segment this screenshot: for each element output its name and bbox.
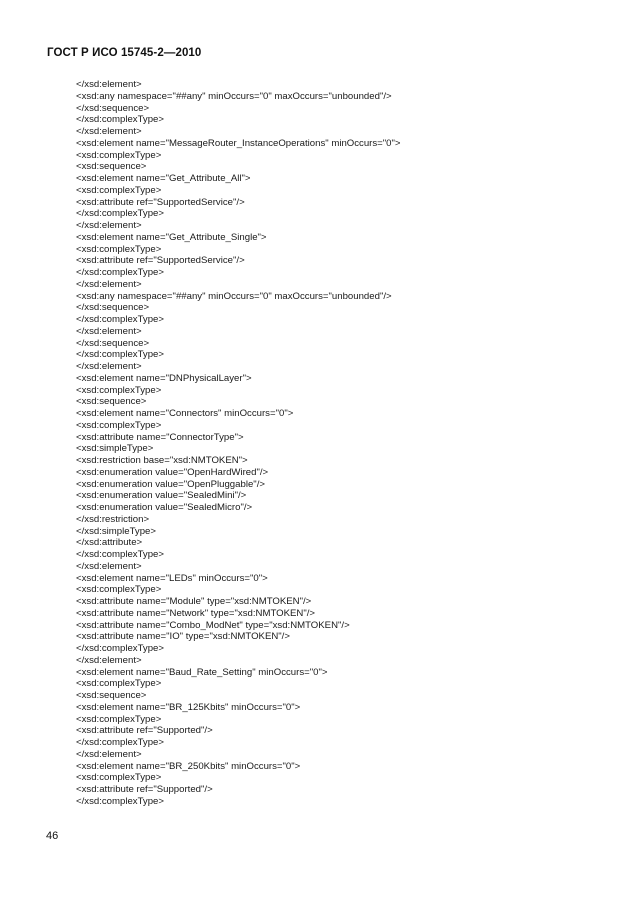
code-line: </xsd:complexType> bbox=[76, 737, 164, 748]
code-line: </xsd:sequence> bbox=[76, 302, 150, 314]
code-line: <xsd:complexType> bbox=[76, 384, 162, 396]
code-line: <xsd:simpleType> bbox=[76, 443, 154, 455]
code-line: </xsd:element> bbox=[76, 220, 142, 231]
code-line: </xsd:attribute> bbox=[76, 537, 143, 549]
code-line: <xsd:complexType> bbox=[76, 419, 162, 431]
code-line: <xsd:attribute name="Combo_ModNet" type="xsd:NMTOKEN"/> bbox=[76, 619, 350, 631]
code-line: <xsd:element name="Get_Attribute_All"> bbox=[76, 173, 251, 184]
code-line: </xsd:complexType> bbox=[76, 549, 164, 560]
code-line: <xsd:enumeration value="OpenPluggable"/> bbox=[76, 478, 265, 490]
code-line: <xsd:attribute name="Module" type="xsd:NMTOKEN"/> bbox=[76, 596, 312, 607]
code-line: </xsd:element> bbox=[76, 278, 142, 290]
code-line: <xsd:sequence> bbox=[76, 396, 147, 408]
code-line: <xsd:attribute name="IO" type="xsd:NMTOKEN"/> bbox=[76, 631, 290, 643]
code-line: <xsd:complexType> bbox=[76, 772, 162, 784]
code-line: <xsd:any namespace="##any" minOccurs="0" maxOccurs="unbounded"/> bbox=[76, 290, 392, 302]
code-line: <xsd:attribute name="ConnectorType"> bbox=[76, 431, 244, 443]
code-line: </xsd:complexType> bbox=[76, 267, 164, 278]
code-line: <xsd:complexType> bbox=[76, 149, 162, 161]
code-line: <xsd:element name="LEDs" minOccurs="0"> bbox=[76, 572, 268, 584]
code-line: </xsd:sequence> bbox=[76, 337, 150, 349]
code-line: </xsd:element> bbox=[76, 79, 142, 90]
code-line: </xsd:element> bbox=[76, 325, 142, 337]
code-line: <xsd:complexType> bbox=[76, 243, 162, 255]
code-line: <xsd:complexType> bbox=[76, 584, 162, 596]
code-line: </xsd:element> bbox=[76, 560, 142, 572]
code-line: </xsd:complexType> bbox=[76, 349, 164, 361]
code-line: <xsd:any namespace="##any" minOccurs="0" maxOccurs="unbounded"/> bbox=[76, 90, 392, 102]
code-line: <xsd:enumeration value="SealedMini"/> bbox=[76, 490, 247, 502]
document-header: ГОСТ Р ИСО 15745-2—2010 bbox=[47, 47, 202, 59]
code-line: <xsd:element name="Get_Attribute_Single"> bbox=[76, 231, 267, 243]
code-line: <xsd:attribute ref="SupportedService"/> bbox=[76, 196, 245, 208]
code-line: <xsd:attribute ref="Supported"/> bbox=[76, 784, 213, 795]
code-line: </xsd:complexType> bbox=[76, 208, 164, 220]
code-line: </xsd:restriction> bbox=[76, 513, 150, 525]
code-line: <xsd:element name="MessageRouter_InstanceOperations" minOccurs="0"> bbox=[76, 137, 401, 149]
code-line: </xsd:complexType> bbox=[76, 114, 164, 126]
code-line: </xsd:complexType> bbox=[76, 795, 164, 807]
code-line: <xsd:complexType> bbox=[76, 184, 162, 196]
code-line: <xsd:complexType> bbox=[76, 678, 162, 690]
code-line: </xsd:element> bbox=[76, 654, 142, 666]
code-line: <xsd:enumeration value="SealedMicro"/> bbox=[76, 502, 253, 513]
code-line: </xsd:element> bbox=[76, 748, 142, 760]
code-line: <xsd:attribute ref="Supported"/> bbox=[76, 725, 213, 737]
code-line: </xsd:sequence> bbox=[76, 102, 150, 114]
page-number: 46 bbox=[46, 830, 59, 842]
code-line: <xsd:complexType> bbox=[76, 713, 162, 725]
code-line: <xsd:sequence> bbox=[76, 161, 147, 173]
code-line: <xsd:element name="BR_125Kbits" minOccurs="0"> bbox=[76, 701, 301, 713]
code-line: </xsd:complexType> bbox=[76, 314, 164, 325]
code-line: </xsd:element> bbox=[76, 126, 142, 137]
code-line: </xsd:simpleType> bbox=[76, 525, 156, 537]
code-line: <xsd:element name="BR_250Kbits" minOccurs="0"> bbox=[76, 760, 301, 772]
code-line: </xsd:element> bbox=[76, 361, 142, 372]
code-line: <xsd:element name="Baud_Rate_Setting" minOccurs="0"> bbox=[76, 666, 328, 678]
xml-code-block bbox=[76, 79, 596, 808]
code-line: <xsd:enumeration value="OpenHardWired"/> bbox=[76, 466, 269, 478]
code-line: <xsd:element name="DNPhysicalLayer"> bbox=[76, 372, 252, 384]
code-line: <xsd:attribute name="Network" type="xsd:NMTOKEN"/> bbox=[76, 607, 315, 619]
code-line: <xsd:element name="Connectors" minOccurs="0"> bbox=[76, 408, 294, 419]
code-line: <xsd:attribute ref="SupportedService"/> bbox=[76, 255, 245, 267]
code-line: <xsd:restriction base="xsd:NMTOKEN"> bbox=[76, 455, 248, 466]
code-line: </xsd:complexType> bbox=[76, 643, 164, 654]
code-line: <xsd:sequence> bbox=[76, 690, 147, 701]
